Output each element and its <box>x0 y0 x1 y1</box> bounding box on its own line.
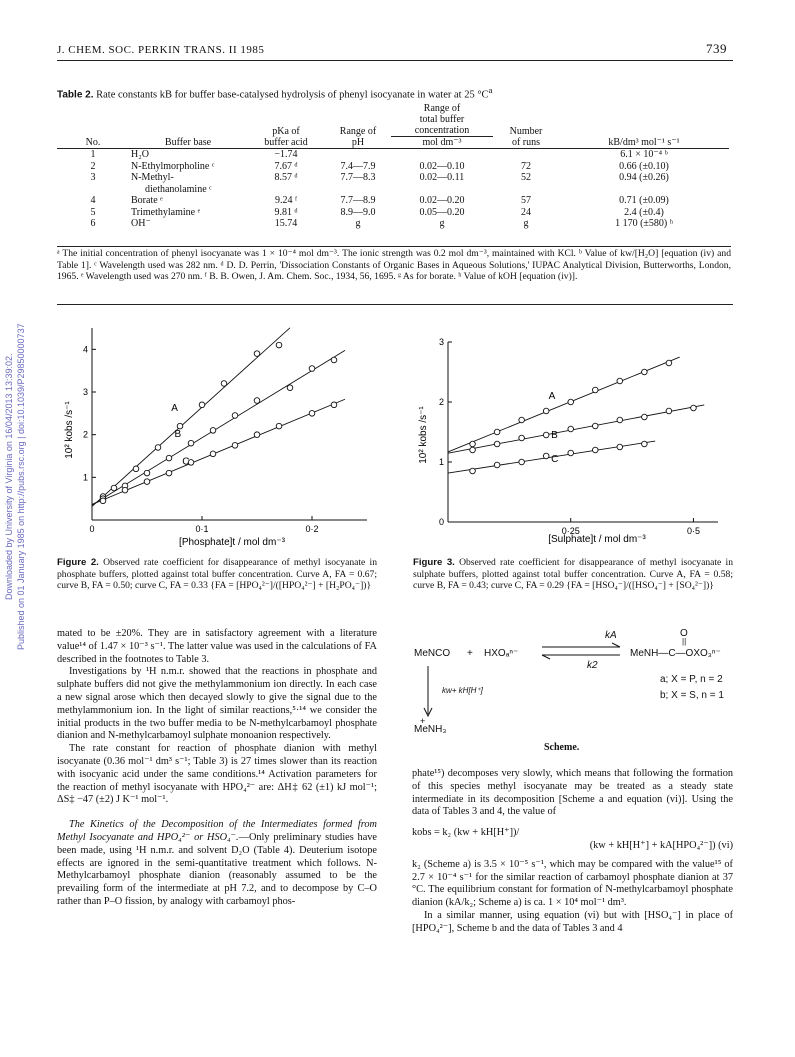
x-tick-label: 0·1 <box>195 524 209 534</box>
cell-conc: 0.02—0.10 <box>419 160 465 172</box>
section-rule <box>57 304 733 305</box>
table-row <box>57 161 729 173</box>
cell-pka: 9.24 ᶠ <box>274 195 298 206</box>
y-tick-label: 2 <box>438 397 444 407</box>
data-point-A <box>133 466 139 472</box>
paragraph: mated to be ±20%. They are in satisfactory agreement with a literature value¹⁴ of 1.47 × 10⁻³ s⁻¹. The latter value was used in the calculations of FA described in the footnotes to Table 3. <box>57 628 377 665</box>
header-runs-2: of runs <box>511 137 541 148</box>
data-point-A <box>276 342 282 348</box>
cell-no: 2 <box>90 160 96 172</box>
paragraph: In a similar manner, using equation (vi) but with [HSO₄⁻] in place of [HPO₄²⁻], Scheme b and the data of Tables 3 and 4 <box>412 909 733 934</box>
curve-label-A: A <box>171 403 178 415</box>
data-point-C <box>331 402 337 408</box>
data-point-C <box>617 444 623 450</box>
data-point-B <box>543 432 549 438</box>
fit-line-C <box>92 399 345 504</box>
cell-runs: 57 <box>521 195 531 206</box>
data-point-B <box>309 366 315 372</box>
data-point-C <box>642 441 648 447</box>
data-point-B <box>166 455 172 461</box>
data-point-B <box>494 441 500 447</box>
data-point-C <box>166 470 172 476</box>
cell-kb: 2.4 (±0.4) <box>624 206 664 218</box>
data-point-C <box>254 432 260 438</box>
y-tick-label: 3 <box>438 337 444 347</box>
table-label: Table 2. <box>57 89 94 101</box>
curve-label-A: A <box>548 391 556 402</box>
reaction-scheme <box>412 628 732 756</box>
header-runs-1: Number <box>509 125 543 137</box>
body-right-column <box>412 768 733 936</box>
table-footnotes: ᵃ The initial concentration of phenyl isocyanate was 1 × 10⁻⁴ mol dm⁻³. The ionic strength was 0.2 mol dm⁻³, maintained with KCl. ᵇ Value of kw/[H₂O] [equation (iv) and Table 1]. ᶜ Wavelength used was 282 nm. ᵈ D. D. Perrin, 'Dissociation Constants of Organic Bases in Aqueous Solutions,' IUPAC Analytical Division, Butterworths, London, 1965. ᵉ Wavelength used was 270 nm. ᶠ B. B. Owen, J. Am. Chem. Soc., 1934, 56, 1695. ᵍ As for borate. ʰ Value of kOH [equation (iv)]. <box>57 248 731 282</box>
y-tick-label: 3 <box>82 387 88 397</box>
curve-label-C: C <box>551 454 559 465</box>
y-tick-label: 2 <box>82 429 88 440</box>
header-base: Buffer base <box>164 137 212 148</box>
header-pka-2: buffer acid <box>264 137 308 148</box>
cell-kb: 0.71 (±0.09) <box>619 195 669 206</box>
cell-ph: g <box>355 218 361 229</box>
header-conc-2: total buffer <box>419 114 465 125</box>
section-paragraph <box>57 819 377 909</box>
section-text: —Only preliminary studies have been made, using ¹H n.m.r. and solvent D₂O (Table 4). Deuterium isotope effects are ignored in the semi-quantitative treatment which follows. N-Methylcarbamoyl phosphate dianion (reasonably assumed to be the prevailing form of the intermediate at pH 7.2, and to decompose by C–O rather than P–O fission, by analogy with carbamoyl phos- <box>57 831 377 907</box>
cell-kb: 6.1 × 10⁻⁴ ᵇ <box>620 149 668 160</box>
double-bond-mark: || <box>682 637 687 646</box>
paragraph: The rate constant for reaction of phosphate dianion with methyl isocyanate (0.36 mol⁻¹ dm³ s⁻¹; Table 3) is 27 times slower than its reaction with isocyanic acid under the same conditions.¹⁴ Activation parameters for the reaction of methyl isocyanate with HPO₄²⁻ are: ΔH‡ 62 (±1) kJ mol⁻¹; ΔS‡ −47 (±2) J K⁻¹ mol⁻¹. <box>57 743 377 806</box>
figure-3-caption <box>413 557 733 592</box>
cell-no: 3 <box>90 172 96 183</box>
table-bottom-rule <box>57 246 731 247</box>
cell-ph <box>325 149 391 161</box>
y-tick-label: 1 <box>438 457 444 467</box>
cell-no: 5 <box>90 206 96 218</box>
y-tick-label: 1 <box>82 472 88 483</box>
header-rule <box>57 60 733 61</box>
cell-pka: 8.57 ᵈ <box>274 172 298 183</box>
cell-pka: 15.74 <box>274 218 298 229</box>
figure-2-caption-text: Observed rate coefficient for disappearance of methyl isocyanate in phosphate buffers, plotted against total buffer concentration. Curve A, FA = 0.67; curve B, FA = 0.50; curve C, FA = 0.33 {FA = [HPO₄²⁻]/([HPO₄²⁻] + [H₂PO₄⁻])} <box>57 557 377 591</box>
publication-notice[interactable]: Published on 01 January 1985 on http://pubs.rsc.org | doi:10.1039/P29850000737 <box>16 323 26 650</box>
data-point-B <box>210 428 216 434</box>
cell-conc <box>391 184 493 196</box>
down-arrow <box>422 664 434 720</box>
data-point-A <box>666 360 672 366</box>
cell-kb: 1 170 (±580) ʰ <box>615 218 673 229</box>
scheme-acid: HXOₐⁿ⁻ <box>484 648 519 659</box>
cell-ph: 7.7—8.9 <box>340 195 376 206</box>
cell-pka: −1.74 <box>274 149 298 160</box>
scheme-k-back: k2 <box>587 660 598 671</box>
scheme-plus: + <box>467 648 473 659</box>
cell-no: 4 <box>90 195 96 206</box>
fit-line-A <box>92 328 290 507</box>
data-point-A <box>199 402 205 408</box>
figure-3-xlabel: [Sulphate]t / mol dm⁻³ <box>548 534 646 545</box>
table-row <box>57 218 729 230</box>
figure-3-caption-label: Figure 3. <box>413 557 455 568</box>
fit-line-B <box>448 405 704 453</box>
data-point-A <box>470 441 476 447</box>
scheme-product: MeNH—C—OXO₃ⁿ⁻ <box>630 648 721 659</box>
data-point-B <box>568 426 574 432</box>
scheme-option-b: b; X = S, n = 1 <box>660 690 724 701</box>
equilibrium-arrows <box>540 642 624 662</box>
table-caption <box>57 85 492 101</box>
data-point-A <box>592 387 598 393</box>
cell-no: 1 <box>90 149 96 160</box>
figure-2-xlabel: [Phosphate]t / mol dm⁻³ <box>179 537 285 548</box>
cell-no <box>57 184 129 196</box>
data-point-C <box>232 443 238 449</box>
cell-kb <box>559 184 729 196</box>
data-point-C <box>100 498 106 504</box>
cell-pka: 7.67 ᵈ <box>274 160 298 172</box>
equation-line-1: kobs = k₂ (kw + kH[H⁺])/ <box>412 827 520 839</box>
cell-pka <box>247 184 325 196</box>
x-tick-label: 0·25 <box>561 526 580 536</box>
curve-label-B: B <box>551 430 558 441</box>
page-number: 739 <box>706 41 727 56</box>
data-point-B <box>470 447 476 453</box>
table-row <box>57 149 729 161</box>
body-left-column <box>57 628 377 909</box>
data-point-C <box>494 462 500 468</box>
scheme-k-down: kw+ kH[H⁺] <box>442 686 483 695</box>
cell-ph: 7.4—7.9 <box>340 160 376 172</box>
data-point-A <box>543 408 549 414</box>
data-point-C <box>470 468 476 474</box>
cell-no: 6 <box>90 218 96 229</box>
section-title: The Kinetics of the Decomposition of the Intermediates formed from Methyl Isocyanate and HPO₄²⁻ or HSO₄⁻. <box>57 819 377 843</box>
y-tick-label: 4 <box>82 344 88 355</box>
figure-2-ylabel: 10² kobs /s⁻¹ <box>64 401 75 459</box>
x-tick-label: 0·5 <box>686 526 700 536</box>
header-kb: kB/dm³ mol⁻¹ s⁻¹ <box>608 137 680 148</box>
cell-runs <box>493 149 559 161</box>
cell-conc: 0.02—0.11 <box>419 172 465 183</box>
scheme-k-forward: kA <box>605 630 617 641</box>
curve-label-B: B <box>174 428 182 440</box>
cell-kb: 0.66 (±0.10) <box>619 160 669 172</box>
header-conc-4: mol dm⁻³ <box>422 137 462 148</box>
figure-2-chart <box>62 320 377 550</box>
y-tick-label: 0 <box>438 517 444 527</box>
data-point-A <box>519 417 525 423</box>
data-point-C <box>210 451 216 457</box>
data-point-C <box>543 453 549 459</box>
figure-3-chart <box>412 330 732 550</box>
data-point-C <box>309 411 315 417</box>
data-point-B <box>617 417 623 423</box>
cell-base: N-Methyl- <box>131 172 174 183</box>
table-row <box>57 207 729 219</box>
scheme-carbonyl-o: O <box>680 628 688 639</box>
download-notice[interactable]: Downloaded by University of Virginia on 16/04/2013 13:39:02. <box>4 353 14 600</box>
x-tick-label: 0 <box>89 524 95 534</box>
cell-base: diethanolamine ᶜ <box>145 183 212 195</box>
data-point-C <box>592 447 598 453</box>
paragraph: k₂ (Scheme a) is 3.5 × 10⁻⁵ s⁻¹, which may be compared with the value¹⁵ of 2.7 × 10⁻⁴ s⁻¹ for the similar reaction of carbamoyl phosphate dianion at 37 °C. The equilibrium constant for formation of N-methylcarbamoyl phosphate dianion (kA/k₂; Scheme a) is ca. 1 × 10⁴ mol⁻¹ dm³. <box>412 858 733 909</box>
cell-conc: 0.05—0.20 <box>419 206 465 218</box>
figure-2-caption-label: Figure 2. <box>57 557 99 568</box>
cell-conc <box>391 149 493 161</box>
cell-runs: 24 <box>521 206 531 218</box>
table-row <box>57 172 729 184</box>
figure-3-ylabel: 10² kobs /s⁻¹ <box>418 406 429 464</box>
data-point-B <box>666 408 672 414</box>
cell-ph <box>325 184 391 196</box>
rate-constants-table <box>57 103 729 230</box>
header-conc-3: concentration <box>391 125 493 137</box>
cell-base: OH⁻ <box>131 218 151 229</box>
figure-2-caption <box>57 557 377 592</box>
table-caption-sup: a <box>488 85 493 95</box>
cell-base: N-Ethylmorpholine ᶜ <box>131 160 215 172</box>
header-ph-2: pH <box>351 137 365 148</box>
header-pka-1: pKa of <box>272 125 300 137</box>
scheme-option-a: a; X = P, n = 2 <box>660 674 723 685</box>
data-point-C <box>276 423 282 429</box>
figure-3-caption-text: Observed rate coefficient for disappearance of methyl isocyanate in sulphate buffers, plotted against total buffer concentration. Curve A, FA = 0.58; curve B, FA = 0.43; curve C, FA = 0.29 {FA = [HSO₄⁻]/([HSO₄⁻] + [SO₄²⁻])} <box>413 557 733 591</box>
data-point-C <box>122 487 128 493</box>
data-point-B <box>642 414 648 420</box>
data-point-B <box>519 435 525 441</box>
cell-runs: g <box>523 218 529 229</box>
cell-runs: 72 <box>521 160 531 172</box>
cell-runs <box>493 184 559 196</box>
x-tick-label: 0·2 <box>305 524 319 534</box>
header-no: No. <box>85 137 101 148</box>
table-caption-text: Rate constants kB for buffer base-catalysed hydrolysis of phenyl isocyanate in water at 25 °C <box>96 89 489 101</box>
equation-line-2: (kw + kH[H⁺] + kA[HPO₄²⁻]) (vi) <box>589 839 733 851</box>
data-point-B <box>188 440 194 446</box>
cell-base: H₂O <box>131 149 149 160</box>
data-point-B <box>232 413 238 419</box>
cell-pka: 9.81 ᵈ <box>274 206 298 218</box>
scheme-title: Scheme. <box>544 742 580 753</box>
running-header: J. CHEM. SOC. PERKIN TRANS. II 1985 <box>57 44 265 56</box>
cell-conc: 0.02—0.20 <box>419 195 465 206</box>
paragraph: phate¹⁵) decomposes very slowly, which means that following the formation of this species methyl isocyanate may be treated as a steady state intermediate in its decomposition [Scheme a and equation (vi)]. Using the data of Tables 3 and 4, the value of <box>412 768 733 818</box>
data-point-C <box>144 479 150 485</box>
scheme-amine: MeNH₃ <box>414 724 447 735</box>
data-point-A <box>221 381 227 387</box>
amine-charge: + <box>420 716 426 726</box>
data-point-C <box>568 450 574 456</box>
data-point-B <box>592 423 598 429</box>
data-point-C <box>519 459 525 465</box>
cell-ph: 7.7—8.3 <box>340 172 376 183</box>
cell-conc: g <box>439 218 445 229</box>
cell-runs: 52 <box>521 172 531 183</box>
table-row <box>57 195 729 207</box>
data-point-B <box>144 470 150 476</box>
data-point-B <box>254 398 260 404</box>
data-point-A <box>642 369 648 375</box>
data-point-A <box>254 351 260 357</box>
scheme-reactant: MeNCO <box>414 648 451 659</box>
data-point-A <box>617 378 623 384</box>
curve-label-C: C <box>182 456 190 468</box>
table-row <box>57 184 729 196</box>
header-conc-1: Range of <box>423 103 461 114</box>
cell-ph: 8.9—9.0 <box>340 206 376 218</box>
data-point-A <box>155 445 161 451</box>
header-ph-1: Range of <box>339 125 377 137</box>
cell-base: Borate ᵉ <box>131 195 163 206</box>
data-point-A <box>494 429 500 435</box>
data-point-B <box>287 385 293 391</box>
paragraph: Investigations by ¹H n.m.r. showed that the reactions in phosphate and sulphate buffers did not give the methylammonium ion directly. In each case a new signal arose which then decayed slowly to give the signal due to the methylammonium ion. In the light of similar reactions,⁵·¹⁴ we consider the initial products in the two buffer media to be N-methylcarbamoyl phosphate dianion and N-methylcarbamoyl sulphate monoanion respectively. <box>57 666 377 742</box>
data-point-B <box>331 357 337 363</box>
cell-base: Trimethylamine ᵉ <box>131 206 201 218</box>
cell-kb: 0.94 (±0.26) <box>619 172 669 183</box>
data-point-A <box>568 399 574 405</box>
fit-line-B <box>92 350 345 505</box>
data-point-B <box>691 405 697 411</box>
